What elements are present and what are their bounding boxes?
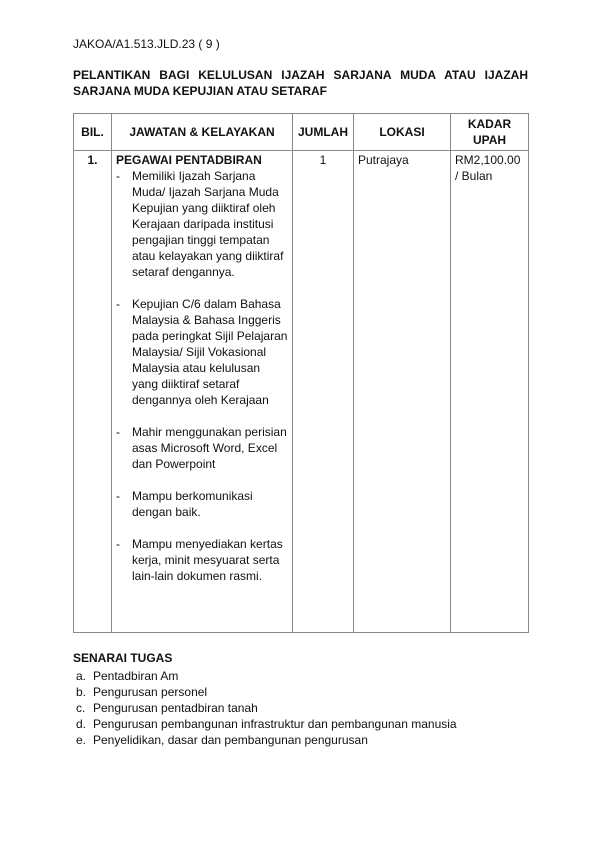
table-row: [74, 151, 529, 633]
task-list-section: [73, 650, 457, 748]
task-item: [73, 700, 457, 716]
bullet-dash: -: [116, 169, 120, 183]
task-list-heading: SENARAI TUGAS: [73, 651, 173, 665]
qualification-text: Memiliki Ijazah Sarjana Muda/ Ijazah Sarjana Muda Kepujian yang diiktiraf oleh Kerajaan daripada institusi pengajian tinggi tempatan atau kelayakan yang diiktiraf setaraf dengannya.: [132, 169, 284, 279]
qualification-list: [116, 168, 288, 584]
document-title: PELANTIKAN BAGI KELULUSAN IJAZAH SARJANA MUDA ATAU IJAZAH SARJANA MUDA KEPUJIAN ATAU SETARAF: [73, 68, 528, 98]
qualification-item: [116, 536, 288, 584]
task-letter: a.: [76, 669, 87, 683]
task-item: [73, 684, 457, 700]
document-reference: JAKOA/A1.513.JLD.23 ( 9 ): [73, 37, 220, 51]
position-name: PEGAWAI PENTADBIRAN: [116, 153, 262, 167]
header-lokasi: LOKASI: [354, 114, 451, 151]
task-letter: b.: [76, 685, 87, 699]
task-text: Pengurusan pembangunan infrastruktur dan pembangunan manusia: [93, 717, 457, 731]
cell-jumlah: 1: [293, 151, 354, 633]
task-text: Pentadbiran Am: [93, 669, 179, 683]
qualification-text: Mampu menyediakan kertas kerja, minit mesyuarat serta lain-lain dokumen rasmi.: [132, 537, 283, 583]
task-letter: d.: [76, 717, 87, 731]
qualification-item: [116, 488, 288, 520]
cell-bil: 1.: [74, 151, 112, 633]
qualification-text: Kepujian C/6 dalam Bahasa Malaysia & Bahasa Inggeris pada peringkat Sijil Pelajaran Malaysia/ Sijil Vokasional Malaysia atau kelulusan yang diiktiraf setaraf dengannya oleh Kerajaan: [132, 297, 288, 407]
task-letter: e.: [76, 733, 87, 747]
qualification-item: [116, 168, 288, 280]
bullet-dash: -: [116, 489, 120, 503]
task-item: [73, 716, 457, 732]
cell-lokasi: Putrajaya: [354, 151, 451, 633]
task-text: Penyelidikan, dasar dan pembangunan pengurusan: [93, 733, 368, 747]
task-item: [73, 732, 457, 748]
cell-jawatan: [112, 151, 293, 633]
header-kadar-upah: KADAR UPAH: [451, 114, 529, 151]
header-bil: BIL.: [74, 114, 112, 151]
qualification-text: Mahir menggunakan perisian asas Microsoft Word, Excel dan Powerpoint: [132, 425, 287, 471]
bullet-dash: -: [116, 425, 120, 439]
qualification-item: [116, 296, 288, 408]
bullet-dash: -: [116, 297, 120, 311]
task-text: Pengurusan pentadbiran tanah: [93, 701, 258, 715]
table-header-row: [74, 114, 529, 151]
task-text: Pengurusan personel: [93, 685, 208, 699]
task-item: [73, 668, 457, 684]
qualification-item: [116, 424, 288, 472]
qualification-text: Mampu berkomunikasi dengan baik.: [132, 489, 253, 519]
cell-kadar-upah: RM2,100.00 / Bulan: [451, 151, 529, 633]
task-list: [73, 668, 457, 748]
task-letter: c.: [76, 701, 86, 715]
bullet-dash: -: [116, 537, 120, 551]
header-jumlah: JUMLAH: [293, 114, 354, 151]
header-jawatan: JAWATAN & KELAYAKAN: [112, 114, 293, 151]
position-table: [73, 113, 529, 633]
